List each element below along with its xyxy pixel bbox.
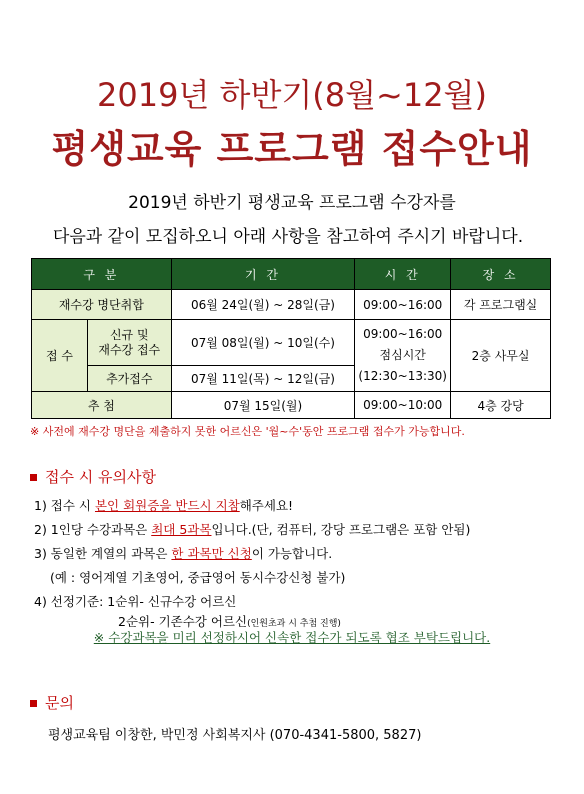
item-emphasis: 최대 5과목 [151,522,212,537]
table-header-row [32,259,551,290]
time-main: 09:00~16:00 [363,327,443,341]
item-text: 이 가능합니다. [251,546,333,561]
item-emphasis: 한 과목만 신청 [171,546,252,561]
row-group: 접 수 [32,320,88,392]
page-subtitle: 평생교육 프로그램 접수안내 [51,127,533,171]
item-text: 1) 접수 시 [34,498,95,513]
contact-info: 평생교육팀 이창한, 박민정 사회복지사 (070-4341-5800, 5827) [48,728,422,743]
table-row [32,392,551,419]
header-period: 기 간 [171,259,355,290]
section-heading-notes [30,466,156,487]
row-period: 07월 08일(월) ~ 10일(수) [171,320,355,366]
lunch-label: 점심시간 [379,348,426,362]
row-category: 추 첨 [32,392,172,419]
cooperation-note: ※ 수강과목을 미리 선정하시어 신속한 접수가 되도록 협조 부탁드립니다. [93,630,491,645]
header-place: 장 소 [451,259,551,290]
item-text: 2순위- 기존수강 어르신 [118,614,248,629]
row-period: 07월 15일(월) [171,392,355,419]
table-footnote: ※ 사전에 재수강 명단을 제출하지 못한 어르신은 '월~수'동안 프로그램 접수가 가능합니다. [30,425,465,438]
intro-line-1: 2019년 하반기 평생교육 프로그램 수강자를 [128,193,456,213]
item-text: 해주세요! [239,498,294,513]
item-text: 3) 동일한 계열의 과목은 [34,546,172,561]
table-row [32,320,551,366]
row-time [355,320,451,392]
lunch-time: (12:30~13:30) [358,369,447,383]
item-text: 입니다.(단, 컴퓨터, 강당 프로그램은 포함 안됨) [211,522,471,537]
section-heading-contact [30,692,74,713]
square-bullet-icon [30,700,37,707]
schedule-table [31,258,551,419]
row-category: 재수강 명단취합 [32,290,172,320]
row-place: 각 프로그램실 [451,290,551,320]
list-item [34,496,293,514]
list-item-example: (예 : 영어계열 기초영어, 중급영어 동시수강신청 불가) [50,570,346,585]
intro-line-2: 다음과 같이 모집하오니 아래 사항을 참고하여 주시기 바랍니다. [52,227,524,247]
section-title: 문의 [45,694,74,712]
row-place: 2층 사무실 [451,320,551,392]
section-title: 접수 시 유의사항 [45,468,156,486]
item-emphasis: 본인 회원증을 반드시 지참 [94,498,240,513]
header-category: 구 분 [32,259,172,290]
page-title: 2019년 하반기(8월~12월) [97,76,487,114]
list-item [34,520,470,538]
list-item [34,544,332,562]
row-period: 07월 11일(목) ~ 12일(금) [171,366,355,392]
item-small-note: (인원초과 시 추첨 진행) [247,619,341,629]
list-item: 4) 선정기준: 1순위- 신규수강 어르신 [34,594,237,609]
row-time: 09:00~10:00 [355,392,451,419]
row-subcategory: 추가접수 [87,366,171,392]
header-time: 시 간 [355,259,451,290]
item-text: 2) 1인당 수강과목은 [34,522,152,537]
row-subcategory: 신규 및 재수강 접수 [87,320,171,366]
row-place: 4층 강당 [451,392,551,419]
row-period: 06월 24일(월) ~ 28일(금) [171,290,355,320]
square-bullet-icon [30,474,37,481]
table-row [32,290,551,320]
row-time: 09:00~16:00 [355,290,451,320]
